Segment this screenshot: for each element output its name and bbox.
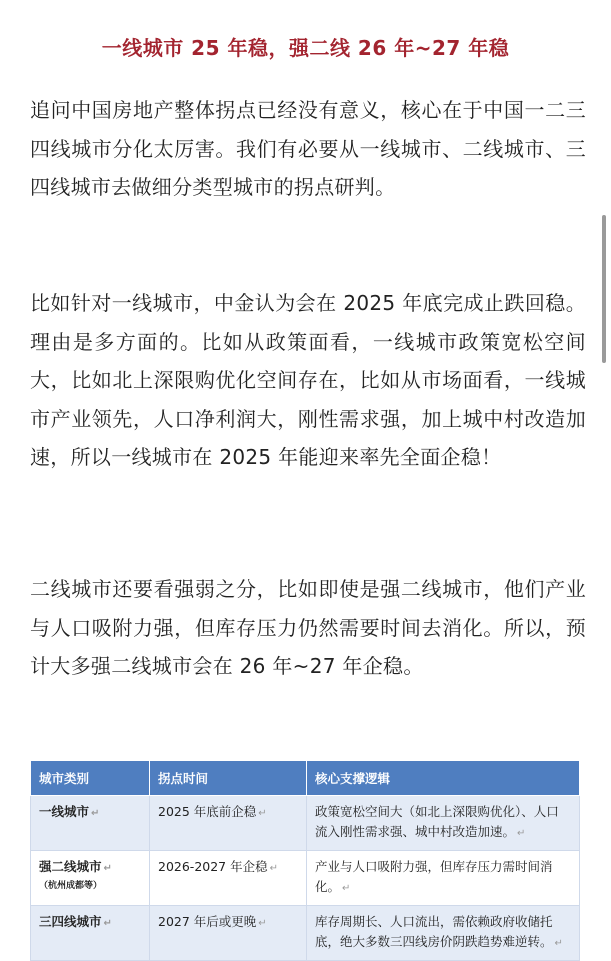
table-row bbox=[31, 796, 580, 851]
return-mark: ↵ bbox=[91, 808, 100, 819]
header-turning-time: 拐点时间 bbox=[150, 761, 307, 796]
paragraph-3: 二线城市还要看强弱之分，比如即使是强二线城市，他们产业与人口吸附力强，但库存压力仍然需要时间去消化。所以，预计大多强二线城市会在 26 年~27 年企稳。 bbox=[30, 577, 586, 678]
paragraph-1: 追问中国房地产整体拐点已经没有意义，核心在于中国一二三四线城市分化太厉害。我们有必要从一线城市、二线城市、三四线城市去做细分类型城市的拐点研判。 bbox=[30, 98, 586, 199]
logic-text: 政策宽松空间大（如北上深限购优化）、人口流入刚性需求强、城中村改造加速。 bbox=[315, 804, 559, 839]
header-core-logic: 核心支撑逻辑 bbox=[307, 761, 580, 796]
category-label: 三四线城市 bbox=[39, 914, 102, 929]
row-category bbox=[31, 906, 150, 961]
logic-text: 产业与人口吸附力强，但库存压力需时间消化。 bbox=[315, 859, 553, 894]
return-mark: ↵ bbox=[269, 863, 278, 874]
row-time bbox=[150, 851, 307, 906]
table-row bbox=[31, 906, 580, 961]
city-turning-point-table bbox=[30, 760, 580, 961]
row-logic bbox=[307, 851, 580, 906]
row-time bbox=[150, 796, 307, 851]
return-mark: ↵ bbox=[258, 918, 267, 929]
table-row bbox=[31, 851, 580, 906]
article-title: 一线城市 25 年稳，强二线 26 年~27 年稳 bbox=[101, 36, 510, 60]
return-mark: ↵ bbox=[554, 938, 563, 949]
row-logic bbox=[307, 906, 580, 961]
row-category bbox=[31, 851, 150, 906]
return-mark: ↵ bbox=[103, 918, 112, 929]
row-logic bbox=[307, 796, 580, 851]
header-city-category: 城市类别 bbox=[31, 761, 150, 796]
row-time bbox=[150, 906, 307, 961]
return-mark: ↵ bbox=[103, 863, 112, 874]
scrollbar[interactable] bbox=[602, 215, 606, 363]
logic-text: 库存周期长、人口流出，需依赖政府收储托底，绝大多数三四线房价阴跌趋势难逆转。 bbox=[315, 914, 553, 949]
return-mark: ↵ bbox=[258, 808, 267, 819]
category-label: 强二线城市 bbox=[39, 859, 102, 874]
time-label: 2027 年后或更晚 bbox=[158, 914, 257, 929]
time-label: 2025 年底前企稳 bbox=[158, 804, 257, 819]
paragraph-2: 比如针对一线城市，中金认为会在 2025 年底完成止跌回稳。理由是多方面的。比如从政策面看，一线城市政策宽松空间大，比如北上深限购优化空间存在，比如从市场面看，一线城市产业领先，人口净利润大，刚性需求强，加上城中村改造加速，所以一线城市在 2025 年能迎来率先全面企稳！ bbox=[30, 291, 586, 469]
table-header-row bbox=[31, 761, 580, 796]
return-mark: ↵ bbox=[517, 828, 526, 839]
row-category bbox=[31, 796, 150, 851]
category-label: 一线城市 bbox=[39, 804, 90, 819]
return-mark: ↵ bbox=[342, 883, 351, 894]
time-label: 2026-2027 年企稳 bbox=[158, 859, 268, 874]
category-sub-label: （杭州成都等） bbox=[39, 881, 103, 891]
